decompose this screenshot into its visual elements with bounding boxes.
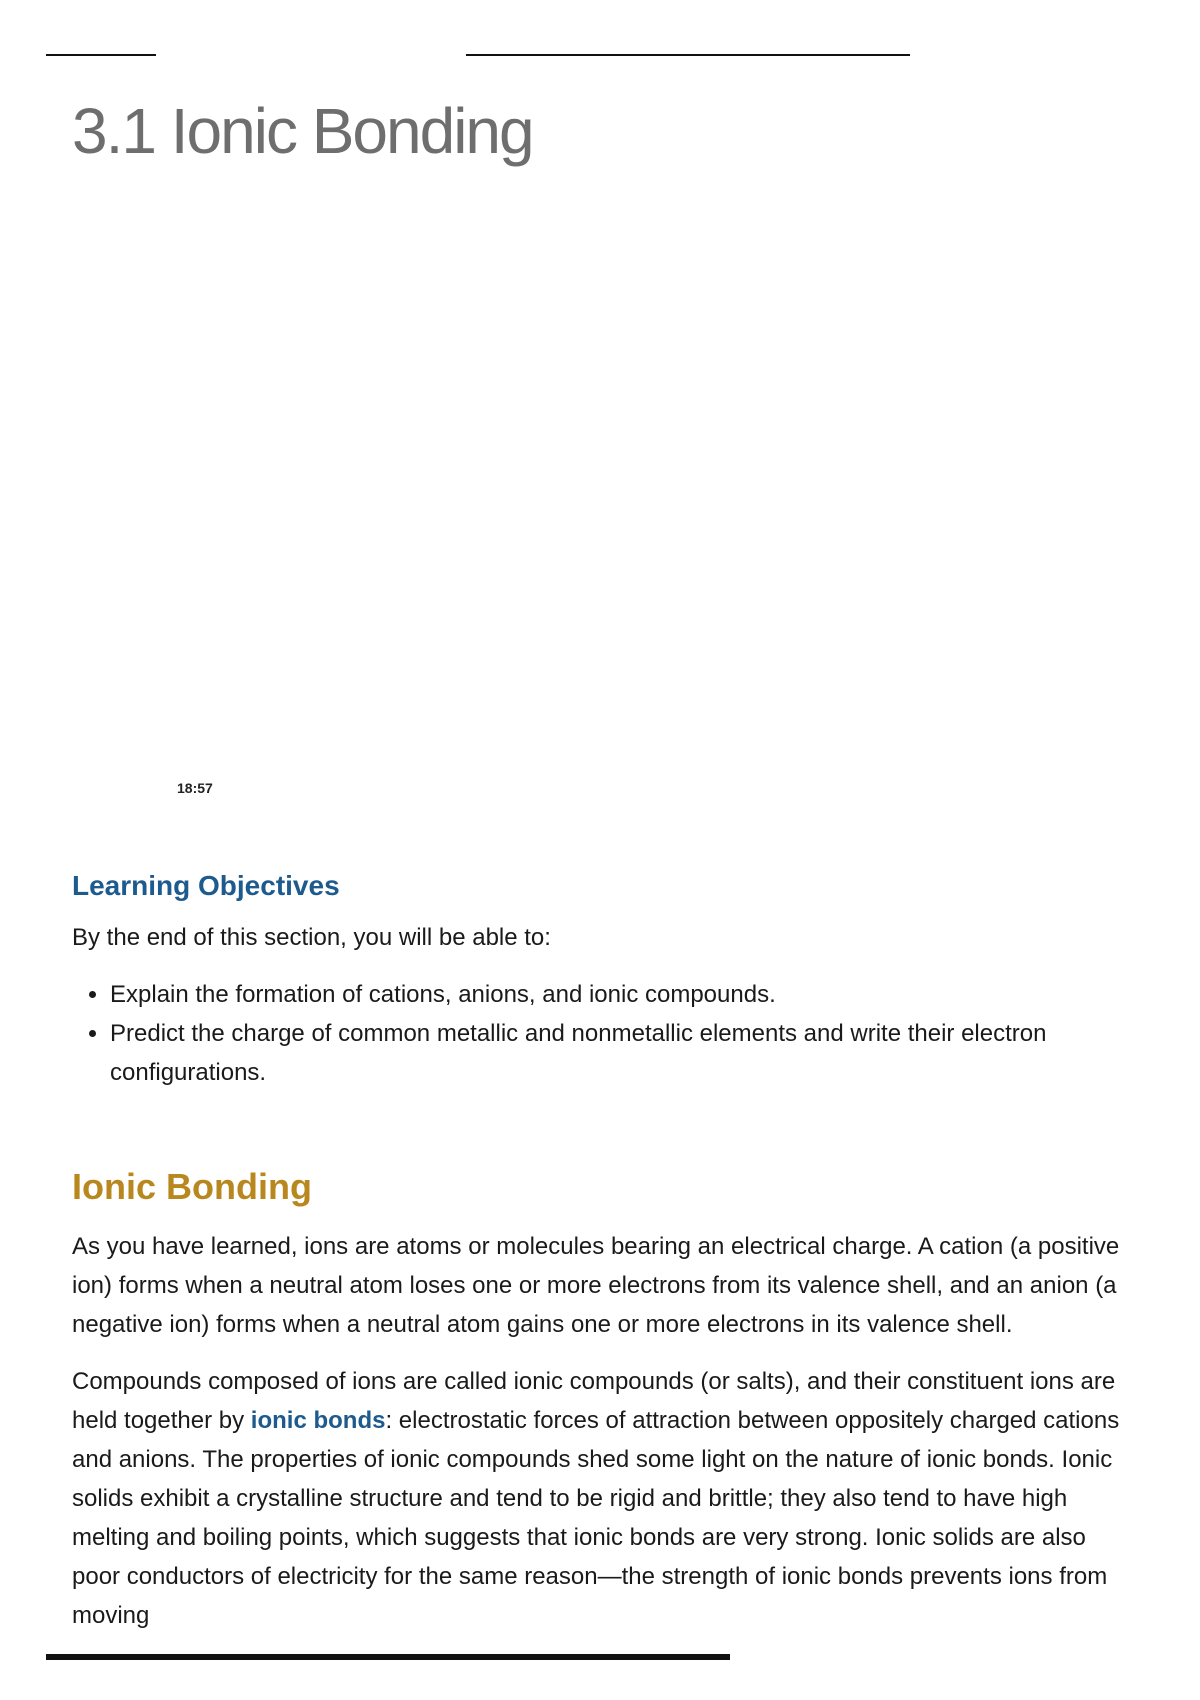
- section-heading: Ionic Bonding: [72, 1166, 312, 1208]
- main-content: [72, 868, 1132, 1653]
- timestamp: 18:57: [177, 780, 213, 796]
- objective-item: • Explain the formation of cations, anions, and ionic compounds.: [110, 975, 1132, 1014]
- bottom-rule: [46, 1654, 730, 1660]
- objective-item: • Predict the charge of common metallic and nonmetallic elements and write their electron configurations.: [110, 1014, 1132, 1092]
- learning-objectives-list: [72, 975, 1132, 1092]
- section-paragraph-2: [72, 1362, 1132, 1635]
- paragraph-2-text-after: : electrostatic forces of attraction between oppositely charged cations and anions. The properties of ionic compounds shed some light on the nature of ionic bonds. Ionic solids exhibit a crystalline structure and tend to be rigid and brittle; they also tend to have high melting and boiling points, which suggests that ionic bonds are very strong. Ionic solids are also poor conductors of electricity for the same reason—the strength of ionic bonds prevents ions from moving: [72, 1407, 1120, 1630]
- learning-objectives-heading: Learning Objectives: [72, 870, 340, 901]
- top-rule-left: [46, 54, 156, 56]
- page-title: 3.1 Ionic Bonding: [72, 95, 533, 167]
- top-rule-right: [466, 54, 910, 56]
- learning-objectives-intro: By the end of this section, you will be able to:: [72, 924, 551, 952]
- section-paragraph-1: As you have learned, ions are atoms or molecules bearing an electrical charge. A cation (a positive ion) forms when a neutral atom loses one or more electrons from its valence shell, and an anion (a negative ion) forms when a neutral atom gains one or more electrons in its valence shell.: [72, 1233, 1120, 1339]
- ionic-bonds-term-link[interactable]: ionic bonds: [250, 1407, 386, 1435]
- paragraph-2-text-before: Compounds composed of ions are called ionic compounds (or salts), and their constituent ions are held together by: [72, 1368, 1116, 1435]
